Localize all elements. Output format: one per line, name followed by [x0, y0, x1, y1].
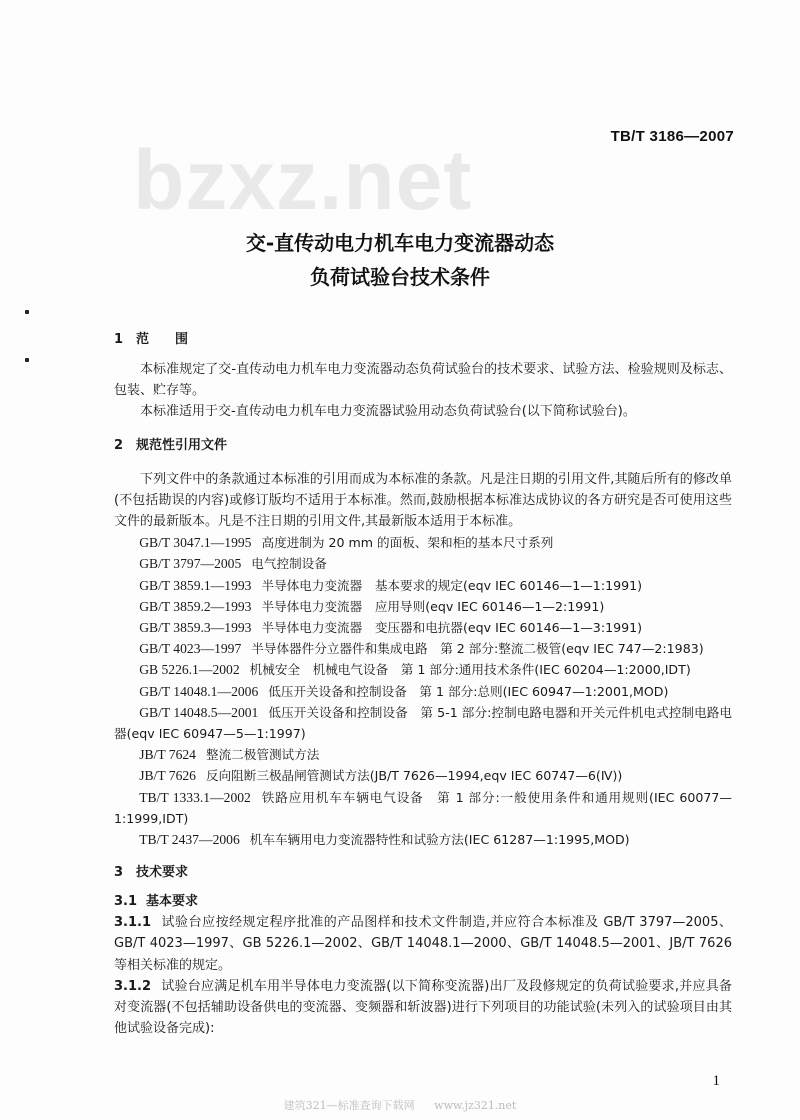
paragraph: 本标准规定了交-直传动电力机车电力变流器动态负荷试验台的技术要求、试验方法、检验规则及标志、包装、贮存等。	[114, 362, 732, 399]
reference-item: GB/T 3797—2005 电气控制设备	[139, 556, 327, 572]
reference-item: GB/T 3859.1—1993 半导体电力变流器 基本要求的规定(eqv IEC 60146—1—1:1991)	[139, 577, 643, 593]
footer-watermark	[0, 1097, 800, 1113]
footer-site-name: 建筑321—标准查询下载网	[283, 1099, 415, 1112]
watermark: bzxz.net	[133, 133, 473, 227]
footer-url: www.jz321.net	[434, 1099, 517, 1112]
clause: 3.1.1 试验台应按经规定程序批准的产品图样和技术文件制造,并应符合本标准及 GB/T 3797—2005、GB/T 4023—1997、GB 5226.1—2002、GB/T 14048.1—2000、GB/T 14048.5—2001、JB/T 7626 等相关标准的规定。	[114, 915, 732, 973]
reference-item: JB/T 7624 整流二极管测试方法	[139, 747, 320, 763]
reference-item: TB/T 1333.1—2002 铁路应用机车车辆电气设备 第 1 部分:一般使用条件和通用规则(IEC 60077—1:1999,IDT)	[114, 789, 732, 826]
reference-item: TB/T 2437—2006 机车车辆用电力变流器特性和试验方法(IEC 61287—1:1995,MOD)	[139, 832, 630, 848]
scan-speck	[25, 310, 29, 314]
clause: 3.1.2 试验台应满足机车用半导体电力变流器(以下简称变流器)出厂及段修规定的负荷试验要求,并应具备对变流器(不包括辅助设备供电的变流器、变频器和斩波器)进行下列项目的功能试验(未列入的试验项目由其他试验设备完成):	[114, 978, 732, 1037]
subsection-heading-3-1: 3.1 基本要求	[114, 894, 199, 910]
standard-code: TB/T 3186—2007	[610, 128, 734, 145]
section-heading-1: 1 范 围	[114, 332, 189, 347]
scan-speck	[25, 358, 29, 362]
title-line-1: 交-直传动电力机车电力变流器动态	[245, 231, 555, 255]
document-title	[0, 226, 800, 294]
paragraph: 下列文件中的条款通过本标准的引用而成为本标准的条款。凡是注日期的引用文件,其随后所有的修改单(不包括勘误的内容)或修订版均不适用于本标准。然而,鼓励根据本标准达成协议的各方研究是否可使用这些文件的最新版本。凡是不注日期的引用文件,其最新版本适用于本标准。	[114, 471, 732, 530]
document-body	[114, 330, 732, 1039]
reference-item: GB/T 14048.5—2001 低压开关设备和控制设备 第 5-1 部分:控制电路电器和开关元件机电式控制电路电器(eqv IEC 60947—5—1:1997)	[114, 704, 732, 742]
section-heading-2: 2 规范性引用文件	[114, 437, 228, 453]
page-number: 1	[712, 1073, 720, 1089]
reference-item: GB 5226.1—2002 机械安全 机械电气设备 第 1 部分:通用技术条件(IEC 60204—1:2000,IDT)	[139, 662, 691, 678]
reference-item: JB/T 7626 反向阻断三极晶闸管测试方法(JB/T 7626—1994,eqv IEC 60747—6(Ⅳ))	[139, 768, 623, 784]
reference-item: GB/T 4023—1997 半导体器件分立器件和集成电路 第 2 部分:整流二极管(eqv IEC 747—2:1983)	[139, 641, 704, 657]
title-line-2: 负荷试验台技术条件	[310, 265, 490, 289]
reference-item: GB/T 3859.2—1993 半导体电力变流器 应用导则(eqv IEC 60146—1—2:1991)	[139, 598, 605, 614]
reference-item: GB/T 3047.1—1995 高度进制为 20 mm 的面板、架和柜的基本尺寸系列	[139, 535, 554, 551]
section-heading-3: 3 技术要求	[114, 865, 189, 881]
paragraph: 本标准适用于交-直传动电力机车电力变流器试验用动态负荷试验台(以下简称试验台)。	[140, 404, 636, 420]
reference-item: GB/T 14048.1—2006 低压开关设备和控制设备 第 1 部分:总则(IEC 60947—1:2001,MOD)	[139, 683, 669, 699]
reference-item: GB/T 3859.3—1993 半导体电力变流器 变压器和电抗器(eqv IEC 60146—1—3:1991)	[139, 620, 643, 636]
